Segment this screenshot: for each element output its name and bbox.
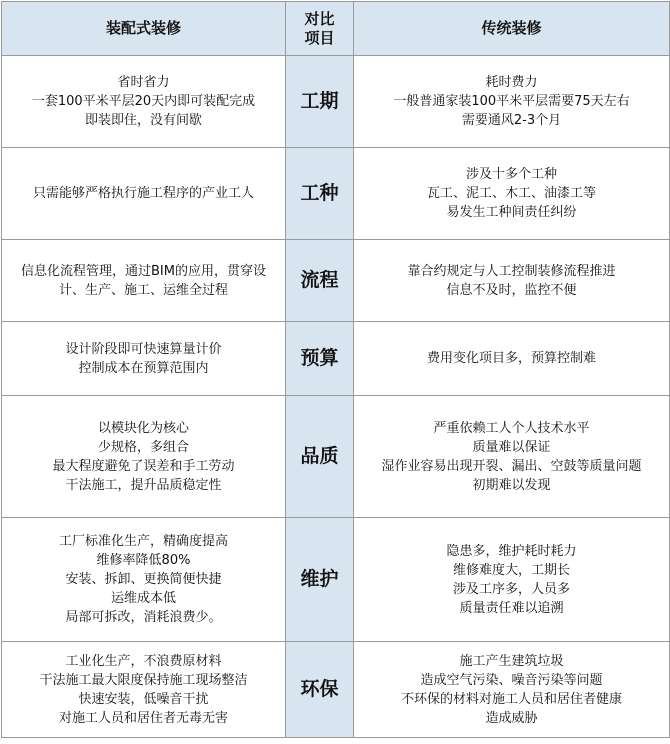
cell-line: 干法施工，提升品质稳定性 [65,477,222,493]
cell-line: 控制成本在预算范围内 [78,360,209,376]
header-traditional: 传统装修 [354,2,670,56]
table-row-trades [2,148,670,240]
cell-line: 安装、拆卸、更换简便快捷 [65,572,222,587]
cell-line: 少规格，多组合 [97,439,189,455]
cell-line: 设计阶段即可快速算量计价 [65,341,222,357]
traditional-cell [354,642,670,738]
comparison-table [1,1,670,738]
cell-line: 隐患多，维护耗时耗力 [446,543,577,559]
traditional-cell [354,56,670,148]
prefab-cell [2,56,286,148]
table-row-quality [2,396,670,518]
prefab-cell [2,642,286,738]
cell-line: 干法施工最大限度保持施工现场整洁 [39,672,248,688]
cell-line: 造成威胁 [485,710,538,726]
cell-line: 信息不及时，监控不便 [446,282,577,298]
cell-line: 对施工人员和居住者无毒无害 [58,710,228,726]
aspect-cell: 品质 [286,396,354,518]
aspect-cell: 预算 [286,322,354,396]
cell-line: 以模块化为核心 [97,420,189,436]
aspect-cell: 维护 [286,518,354,642]
aspect-cell: 工期 [286,56,354,148]
cell-line: 一套100平米平层20天内即可装配完成 [31,94,256,109]
cell-line: 严重依赖工人个人技术水平 [433,420,590,436]
cell-line: 维修难度大，工期长 [452,562,570,578]
traditional-cell [354,396,670,518]
cell-line: 维修率降低80% [96,553,191,568]
prefab-cell [2,240,286,322]
header-row [2,2,670,56]
aspect-cell: 环保 [286,642,354,738]
cell-line: 湿作业容易出现开裂、漏出、空鼓等质量问题 [381,458,642,474]
cell-line: 只需能够严格执行施工程序的产业工人 [32,186,254,201]
cell-line: 质量责任难以追溯 [459,600,564,616]
aspect-cell: 工种 [286,148,354,240]
prefab-cell [2,148,286,240]
traditional-cell [354,240,670,322]
traditional-cell [354,148,670,240]
cell-line: 信息化流程管理，通过BIM的应用，贯穿设 [21,263,266,279]
header-prefab: 装配式装修 [2,2,286,56]
prefab-cell [2,518,286,642]
prefab-cell [2,396,286,518]
traditional-cell [354,322,670,396]
cell-line: 局部可拆改，消耗浪费少。 [65,610,222,625]
cell-line: 计、生产、施工、运维全过程 [58,282,228,298]
cell-line: 快速安装，低噪音干扰 [78,691,209,707]
table-row-environment [2,642,670,738]
cell-line: 施工产生建筑垃圾 [459,653,564,669]
cell-line: 初期难以发现 [472,477,551,493]
cell-line: 造成空气污染、噪音污染等问题 [420,672,603,688]
cell-line: 需要通风2-3个月 [461,113,562,128]
cell-line: 运维成本低 [110,591,176,606]
cell-line: 易发生工种间责任纠纷 [446,205,577,220]
cell-line: 最大程度避免了误差和手工劳动 [52,458,235,474]
aspect-cell: 流程 [286,240,354,322]
cell-line: 瓦工、泥工、木工、油漆工等 [426,186,596,201]
cell-line: 即装即住，没有间歇 [84,113,202,128]
table-row-duration [2,56,670,148]
cell-line: 耗时费力 [485,75,538,90]
cell-line: 一般普通家装100平米平层需要75天左右 [393,94,630,109]
header-aspect [286,2,354,56]
cell-line: 工业化生产，不浪费原材料 [65,653,222,669]
cell-line: 省时省力 [117,75,170,90]
cell-line: 工厂标准化生产，精确度提高 [58,534,228,549]
table-row-process [2,240,670,322]
cell-line: 费用变化项目多，预算控制难 [426,351,596,366]
traditional-cell [354,518,670,642]
cell-line: 靠合约规定与人工控制装修流程推进 [407,263,616,279]
table-row-maintenance [2,518,670,642]
header-aspect-line2: 项目 [304,28,335,47]
cell-line: 涉及十多个工种 [465,167,557,182]
prefab-cell [2,322,286,396]
table-row-budget [2,322,670,396]
header-aspect-line1: 对比 [304,9,335,28]
cell-line: 涉及工序多，人员多 [452,581,570,597]
cell-line: 不环保的材料对施工人员和居住者健康 [400,691,622,707]
cell-line: 质量难以保证 [472,439,551,455]
